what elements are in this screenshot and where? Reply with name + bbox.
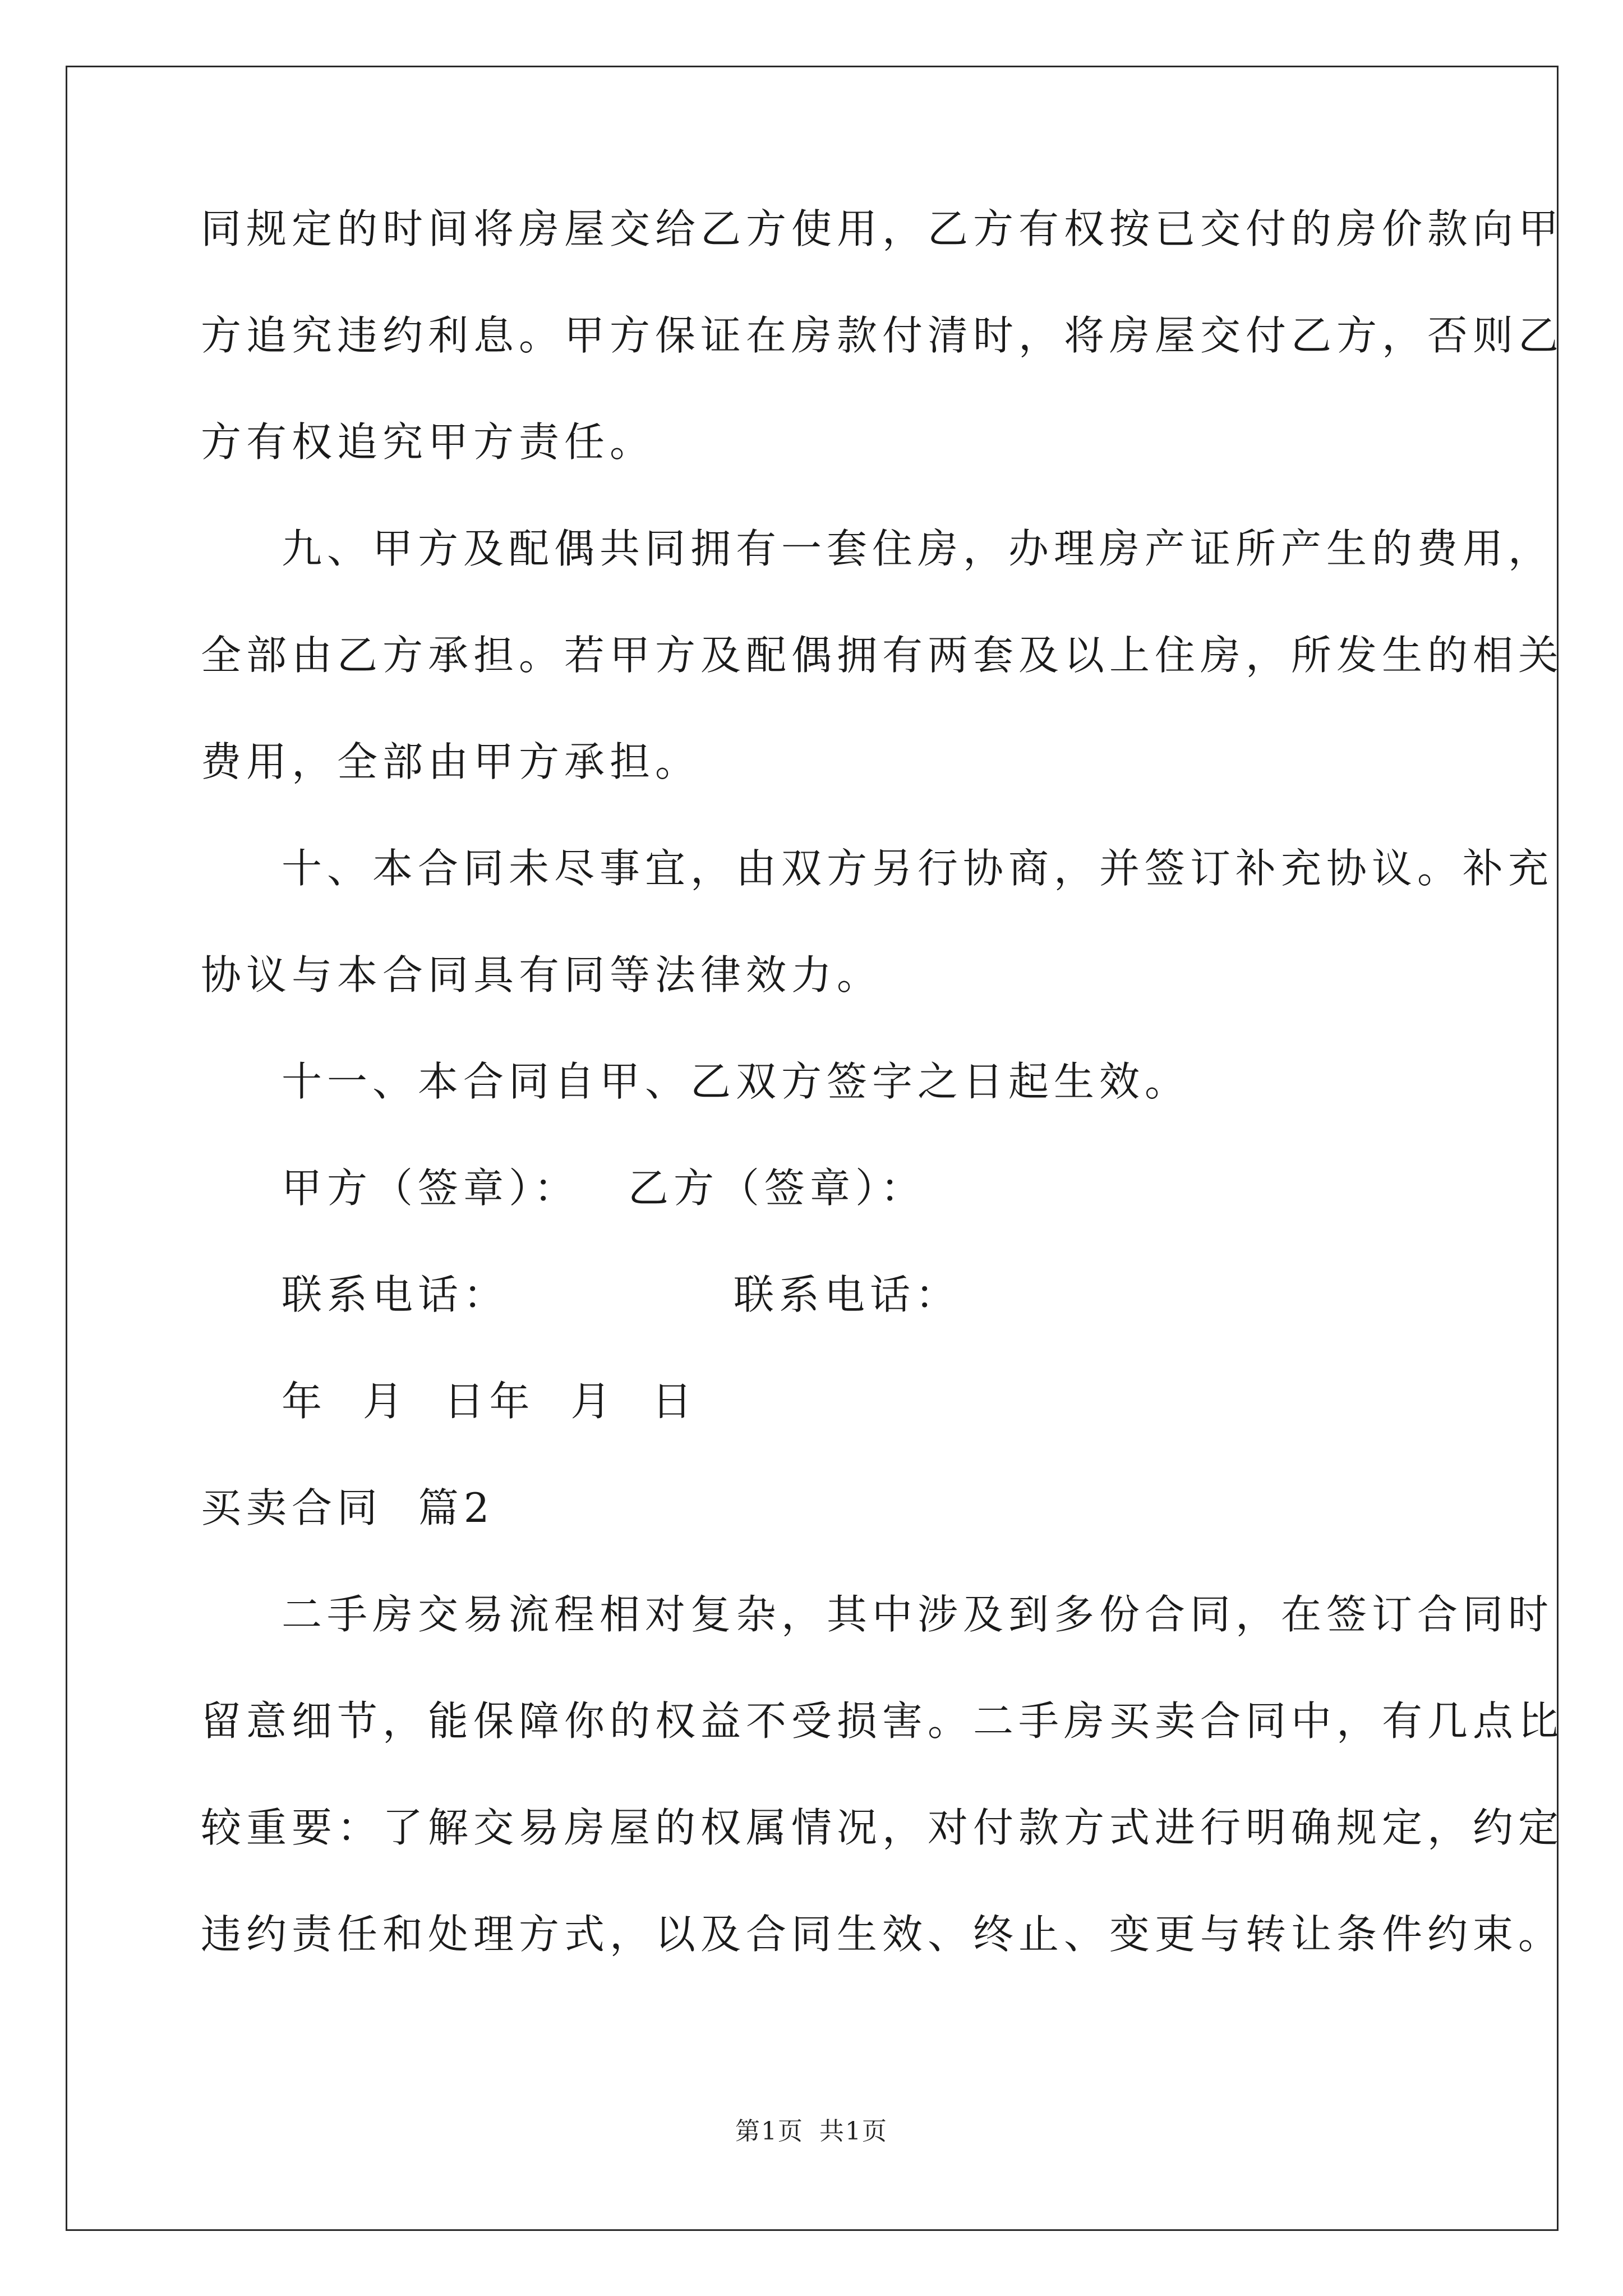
party-b-phone: 联系电话： bbox=[734, 1271, 961, 1318]
date-line: 年 月 日年 月 日 bbox=[282, 1378, 698, 1425]
clause-nine: 九、甲方及配偶共同拥有一套住房，办理房产证所产生的费用， bbox=[282, 525, 1554, 572]
clause-eleven: 十一、本合同自甲、乙双方签字之日起生效。 bbox=[282, 1058, 1191, 1105]
party-a-signature: 甲方（签章）： bbox=[282, 1165, 580, 1212]
body-line: 协议与本合同具有同等法律效力。 bbox=[201, 951, 883, 999]
body-line: 全部由乙方承担。若甲方及配偶拥有两套及以上住房，所发生的相关 bbox=[201, 632, 1564, 679]
body-line: 同规定的时间将房屋交给乙方使用，乙方有权按已交付的房价款向甲 bbox=[201, 205, 1564, 252]
section-line: 较重要：了解交易房屋的权属情况，对付款方式进行明确规定，约定 bbox=[201, 1804, 1564, 1851]
section-heading: 买卖合同 篇2 bbox=[201, 1484, 495, 1531]
section-line: 违约责任和处理方式，以及合同生效、终止、变更与转让条件约束。 bbox=[201, 1911, 1564, 1958]
page-total: 共1页 bbox=[819, 2117, 888, 2146]
page-footer bbox=[0, 2115, 1623, 2148]
section-line: 二手房交易流程相对复杂，其中涉及到多份合同，在签订合同时 bbox=[282, 1591, 1554, 1638]
clause-ten: 十、本合同未尽事宜，由双方另行协商，并签订补充协议。补充 bbox=[282, 845, 1554, 892]
body-line: 费用，全部由甲方承担。 bbox=[201, 738, 701, 785]
section-line: 留意细节，能保障你的权益不受损害。二手房买卖合同中，有几点比 bbox=[201, 1697, 1564, 1745]
party-b-signature: 乙方（签章）： bbox=[628, 1165, 926, 1212]
body-line: 方追究违约利息。甲方保证在房款付清时，将房屋交付乙方，否则乙 bbox=[201, 312, 1564, 359]
page-number: 第1页 bbox=[735, 2117, 804, 2146]
body-line: 方有权追究甲方责任。 bbox=[201, 418, 656, 466]
page-border bbox=[66, 66, 1559, 2231]
party-a-phone: 联系电话： bbox=[282, 1271, 509, 1318]
